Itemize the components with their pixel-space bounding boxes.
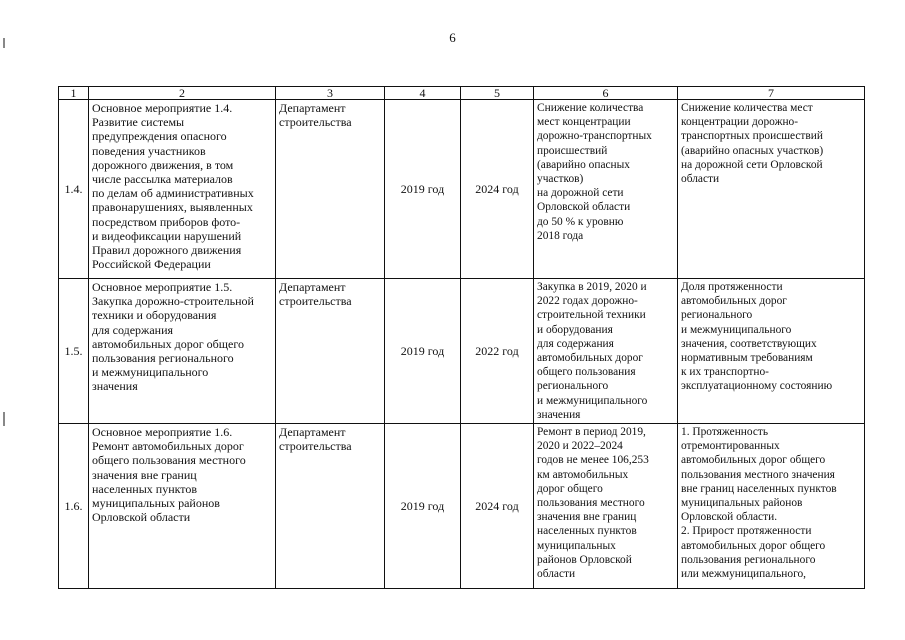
executor-text: Департамент строительства (279, 425, 352, 454)
executor-cell (276, 100, 385, 279)
start-year: 2019 год (385, 424, 461, 589)
header-cell-7: 7 (678, 87, 865, 100)
header-cell-6: 6 (534, 87, 678, 100)
executor-cell (276, 279, 385, 424)
result-cell (534, 424, 678, 589)
header-cell-4: 4 (385, 87, 461, 100)
indicator-text: Доля протяженности автомобильных дорог регионального и межмуниципального значения, соответствующих нормативным требованиям к их транспортно- эксплуатационному состоянию (681, 281, 833, 393)
indicator-cell (678, 279, 865, 424)
result-cell (534, 279, 678, 424)
result-text: Ремонт в период 2019, 2020 и 2022–2024 годов не менее 106,253 км автомобильных дорог общего пользования местного значения вне границ населенных пунктов муниципальных районов Орловской области (537, 426, 649, 581)
row-number: 1.5. (59, 279, 89, 424)
executor-text: Департамент строительства (279, 280, 352, 309)
table-row (59, 279, 865, 424)
row-number: 1.4. (59, 100, 89, 279)
result-text: Снижение количества мест концентрации дорожно-транспортных происшествий (аварийно опасных участков) на дорожной сети Орловской области до 50 % к уровню 2018 года (537, 102, 652, 242)
activity-text: Основное мероприятие 1.6. Ремонт автомобильных дорог общего пользования местного значения вне границ населенных пунктов муниципальных районов Орловской области (92, 425, 246, 525)
scan-edge-mark (3, 412, 5, 426)
table-row (59, 100, 865, 279)
start-year: 2019 год (385, 100, 461, 279)
indicator-text: Снижение количества мест концентрации дорожно- транспортных происшествий (аварийно опасных участков) на дорожной сети Орловской области (681, 102, 824, 186)
activity-text: Основное мероприятие 1.5. Закупка дорожно-строительной техники и оборудования для содержания автомобильных дорог общего пользования регионального и межмуниципального значения (92, 280, 254, 394)
end-year: 2024 год (461, 100, 534, 279)
activity-cell (89, 424, 276, 589)
end-year: 2024 год (461, 424, 534, 589)
table-header-row (59, 87, 865, 100)
page-number: 6 (449, 30, 456, 45)
executor-cell (276, 424, 385, 589)
row-number: 1.6. (59, 424, 89, 589)
activity-text: Основное мероприятие 1.4. Развитие системы предупреждения опасного поведения участников дорожного движения, в том числе рассылка материалов по делам об административных правонарушениях, выявленных посредством приборов фото- и видеофиксации нарушений Правил дорожного движения Российской Федерации (92, 101, 254, 272)
indicator-text: 1. Протяженность отремонтированных автомобильных дорог общего пользования местного значения вне границ населенных пунктов муниципальных районов Орловской области. 2. Прирост протяженности автомобильных дорог общего пользования регионального или межмуниципального, (681, 426, 837, 581)
end-year: 2022 год (461, 279, 534, 424)
measures-table (58, 86, 865, 589)
start-year: 2019 год (385, 279, 461, 424)
activity-cell (89, 279, 276, 424)
header-cell-5: 5 (461, 87, 534, 100)
table-row (59, 424, 865, 589)
indicator-cell (678, 424, 865, 589)
executor-text: Департамент строительства (279, 101, 352, 130)
header-cell-1: 1 (59, 87, 89, 100)
header-cell-2: 2 (89, 87, 276, 100)
activity-cell (89, 100, 276, 279)
scan-edge-mark (3, 38, 5, 48)
result-cell (534, 100, 678, 279)
header-cell-3: 3 (276, 87, 385, 100)
indicator-cell (678, 100, 865, 279)
result-text: Закупка в 2019, 2020 и 2022 годах дорожно- строительной техники и оборудования для содержания автомобильных дорог общего пользования регионального и межмуниципального значения (537, 281, 648, 421)
